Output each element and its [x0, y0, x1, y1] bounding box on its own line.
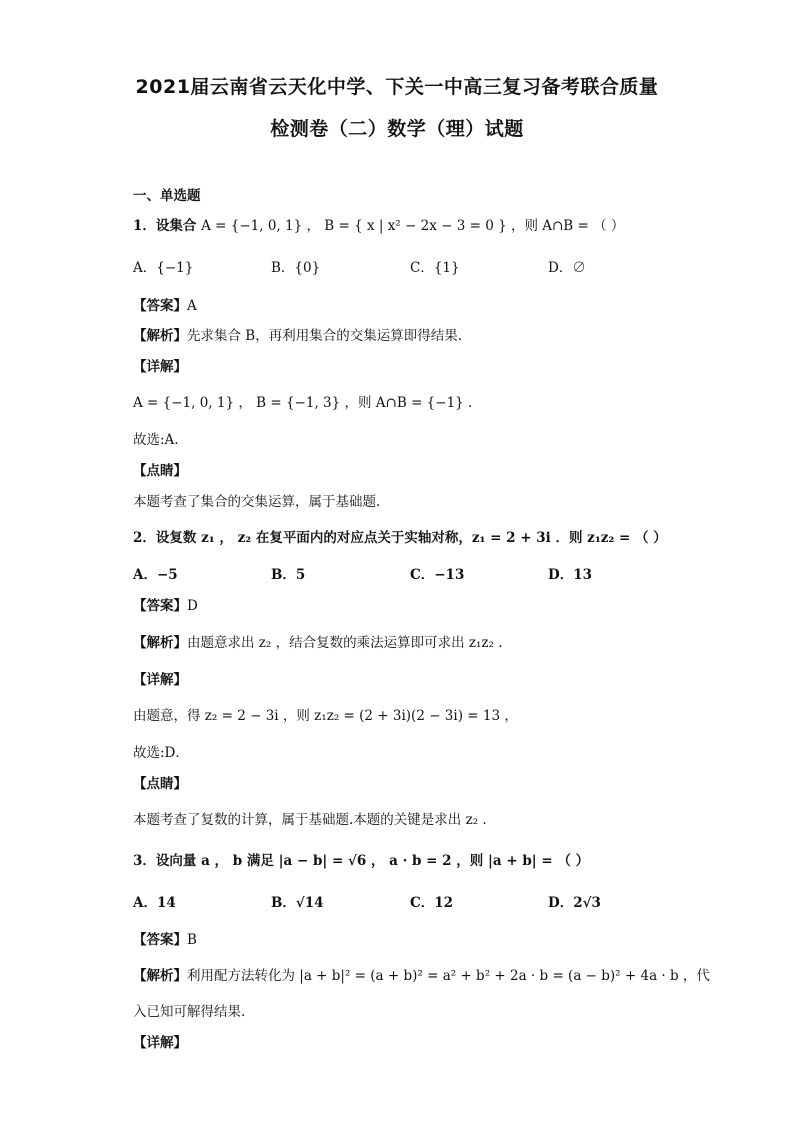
q2-analysis-line — [133, 633, 503, 653]
q2-comment: 本题考查了复数的计算，属于基础题.本题的关键是求出 z₂ . — [133, 812, 487, 828]
exam-title-line2: 检测卷（二）数学（理）试题 — [270, 118, 524, 140]
q1-stem-prefix: 1．设集合 — [133, 218, 197, 234]
q1-option-c[interactable]: C．{1} — [410, 260, 460, 276]
q1-options — [133, 258, 693, 278]
q2-detail: 由题意，得 z₂ = 2 − 3i ，则 z₁z₂ = (2 + 3i)(2 − 3i) = 13 ， — [133, 708, 518, 724]
q2-analysis: 由题意求出 z₂ ，结合复数的乘法运算即可求出 z₁z₂ . — [187, 635, 503, 651]
q2-comment-label: 【点睛】 — [133, 776, 187, 792]
q1-answer-line — [133, 296, 197, 316]
q1-comment-label: 【点睛】 — [133, 463, 187, 479]
q1-answer-label: 【答案】 — [133, 298, 187, 314]
q3-option-c[interactable]: C．12 — [410, 895, 454, 911]
q3-options — [133, 893, 693, 913]
section-heading: 一、单选题 — [133, 188, 201, 204]
q1-answer: A — [187, 298, 197, 314]
q3-analysis-line — [133, 966, 710, 986]
q2-detail-label: 【详解】 — [133, 672, 187, 688]
q3-analysis-label: 【解析】 — [133, 968, 187, 984]
q2-answer: D — [187, 598, 198, 614]
q3-stem: 3．设向量 a ， b 满足 |a − b| = √6 ， a · b = 2 ，则 |a + b| = （ ） — [133, 853, 590, 869]
q3-answer-label: 【答案】 — [133, 932, 187, 948]
q3-answer: B — [187, 932, 197, 948]
q1-detail: A = {−1, 0, 1} ， B = {−1, 3} ，则 A∩B = {−1} . — [133, 395, 473, 411]
q2-choose: 故选:D． — [133, 745, 189, 761]
q2-answer-label: 【答案】 — [133, 598, 187, 614]
exam-title-line1: 2021届云南省云天化中学、下关一中高三复习备考联合质量 — [135, 76, 659, 98]
q1-option-b[interactable]: B．{0} — [271, 260, 321, 276]
q1-analysis: 先求集合 B，再利用集合的交集运算即得结果. — [187, 328, 463, 344]
q1-analysis-label: 【解析】 — [133, 328, 187, 344]
q1-option-a[interactable]: A．{−1} — [133, 260, 194, 276]
q1-analysis-line — [133, 326, 462, 346]
q2-option-a[interactable]: A．−5 — [133, 567, 178, 583]
q3-analysis-continued: 入已知可解得结果. — [133, 1004, 246, 1020]
q1-detail-label: 【详解】 — [133, 359, 187, 375]
q3-analysis: 利用配方法转化为 |a + b|² = (a + b)² = a² + b² + 2a · b = (a − b)² + 4a · b ，代 — [187, 968, 710, 984]
q2-options — [133, 565, 693, 585]
q2-option-d[interactable]: D．13 — [548, 567, 592, 583]
q2-analysis-label: 【解析】 — [133, 635, 187, 651]
q2-answer-line — [133, 596, 198, 616]
q3-detail-label: 【详解】 — [133, 1035, 187, 1051]
q1-stem — [133, 216, 624, 236]
q1-comment: 本题考查了集合的交集运算，属于基础题. — [133, 494, 381, 510]
q3-option-d[interactable]: D．2√3 — [548, 895, 601, 911]
q1-stem-sets: A = {−1, 0, 1} ， B = { x | x² − 2x − 3 = 0 } ，则 A∩B = （ ） — [201, 218, 625, 234]
q2-option-b[interactable]: B．5 — [271, 567, 306, 583]
q1-choose: 故选:A. — [133, 432, 179, 448]
q3-option-a[interactable]: A．14 — [133, 895, 176, 911]
q3-option-b[interactable]: B．√14 — [271, 895, 324, 911]
q3-answer-line — [133, 930, 197, 950]
q1-option-d[interactable]: D．∅ — [548, 260, 586, 276]
q2-option-c[interactable]: C．−13 — [410, 567, 465, 583]
q2-stem: 2．设复数 z₁ ， z₂ 在复平面内的对应点关于实轴对称，z₁ = 2 + 3i ．则 z₁z₂ = （ ） — [133, 530, 667, 546]
